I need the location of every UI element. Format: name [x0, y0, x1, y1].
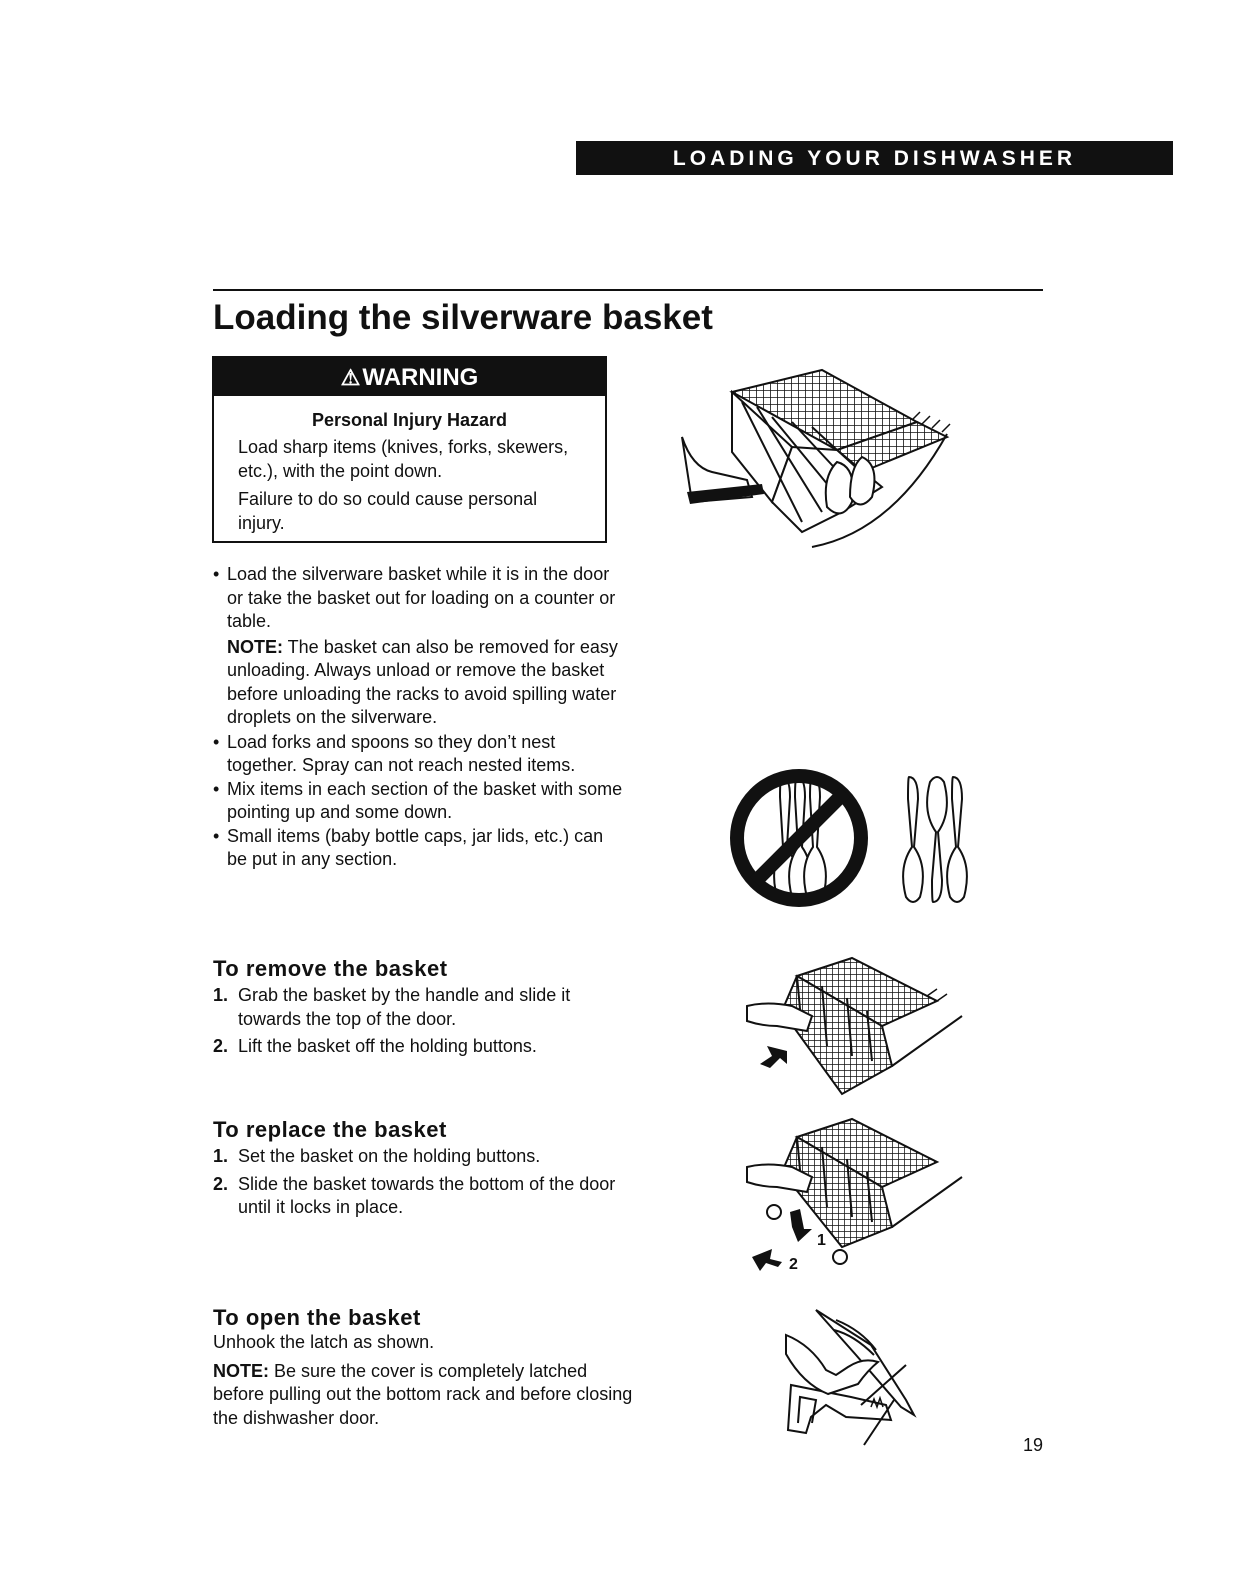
loading-basket-illustration [672, 362, 962, 552]
warning-instruction: Load sharp items (knives, forks, skewers, etc.), with the point down. [238, 437, 569, 481]
note [227, 636, 623, 730]
step [213, 1145, 623, 1169]
step [213, 1035, 623, 1059]
note-text: Be sure the cover is completely latched before pulling out the bottom rack and before closing the dishwasher door. [213, 1360, 633, 1428]
warning-label: WARNING [362, 364, 479, 391]
note-label: NOTE: [213, 1360, 269, 1381]
arrow-icon [790, 1209, 812, 1242]
step-text: Slide the basket towards the bottom of the door until it locks in place. [238, 1173, 616, 1217]
steps-list [213, 984, 623, 1059]
holding-button-icon [767, 1205, 781, 1219]
step-text: Lift the basket off the holding buttons. [238, 1036, 537, 1056]
step-text: Set the basket on the holding buttons. [238, 1146, 541, 1166]
list-item-text: Mix items in each section of the basket with some pointing up and some down. [227, 778, 623, 822]
hazard-title: Personal Injury Hazard [311, 410, 508, 430]
list-item [213, 825, 623, 872]
step [213, 1173, 623, 1220]
page-number: 19 [1023, 1435, 1044, 1455]
warning-box [212, 356, 607, 543]
note-text: The basket can also be removed for easy unloading. Always unload or remove the basket before unloading the racks to avoid spilling water droplets on the silverware. [227, 636, 618, 727]
no-nesting-icon [727, 752, 967, 927]
step-number: 2. [213, 1173, 229, 1194]
figure-label-step2: 2 [789, 1256, 798, 1273]
step-text: Grab the basket by the handle and slide it towards the top of the door. [238, 985, 571, 1029]
arrow-icon [752, 1249, 782, 1271]
section-heading: To open the basket [213, 1305, 421, 1330]
steps-list [213, 1145, 623, 1220]
warning-triangle-icon: ⚠ [340, 365, 361, 390]
list-item [213, 778, 623, 825]
open-section [213, 1305, 633, 1435]
arrow-icon [760, 1046, 787, 1068]
loading-tips-list [213, 563, 623, 872]
remove-section [213, 956, 623, 1063]
step [213, 984, 623, 1031]
warning-header [214, 358, 605, 396]
list-item-text: Load forks and spoons so they don’t nest together. Spray can not reach nested items. [227, 731, 576, 775]
note [213, 1360, 633, 1431]
section-heading: To remove the basket [213, 956, 448, 981]
warning-consequence: Failure to do so could cause personal injury. [238, 489, 538, 533]
step-number: 1. [213, 985, 229, 1005]
section-heading: To replace the basket [213, 1117, 447, 1142]
open-latch-illustration [776, 1305, 926, 1450]
list-item [213, 563, 623, 730]
note-label: NOTE: [227, 636, 283, 657]
step-number: 1. [213, 1146, 229, 1166]
list-item-text: • Load the silverware basket while it is in the door or take the basket out for loading on a counter or table. [227, 564, 616, 631]
replace-basket-illustration [742, 1117, 967, 1277]
title-rule [213, 289, 1043, 291]
figure-label-step1: 1 [817, 1232, 826, 1249]
page-title: Loading the silverware basket [213, 298, 713, 337]
list-item-text: Small items (baby bottle caps, jar lids, etc.) can be put in any section. [227, 825, 604, 869]
step-number: 2. [213, 1036, 229, 1056]
remove-basket-illustration [742, 956, 967, 1096]
instruction-text: Unhook the latch as shown. [213, 1332, 435, 1352]
section-banner: LOADING YOUR DISHWASHER [576, 141, 1173, 175]
replace-section [213, 1117, 623, 1224]
list-item [213, 731, 623, 778]
holding-button-icon [833, 1250, 847, 1264]
